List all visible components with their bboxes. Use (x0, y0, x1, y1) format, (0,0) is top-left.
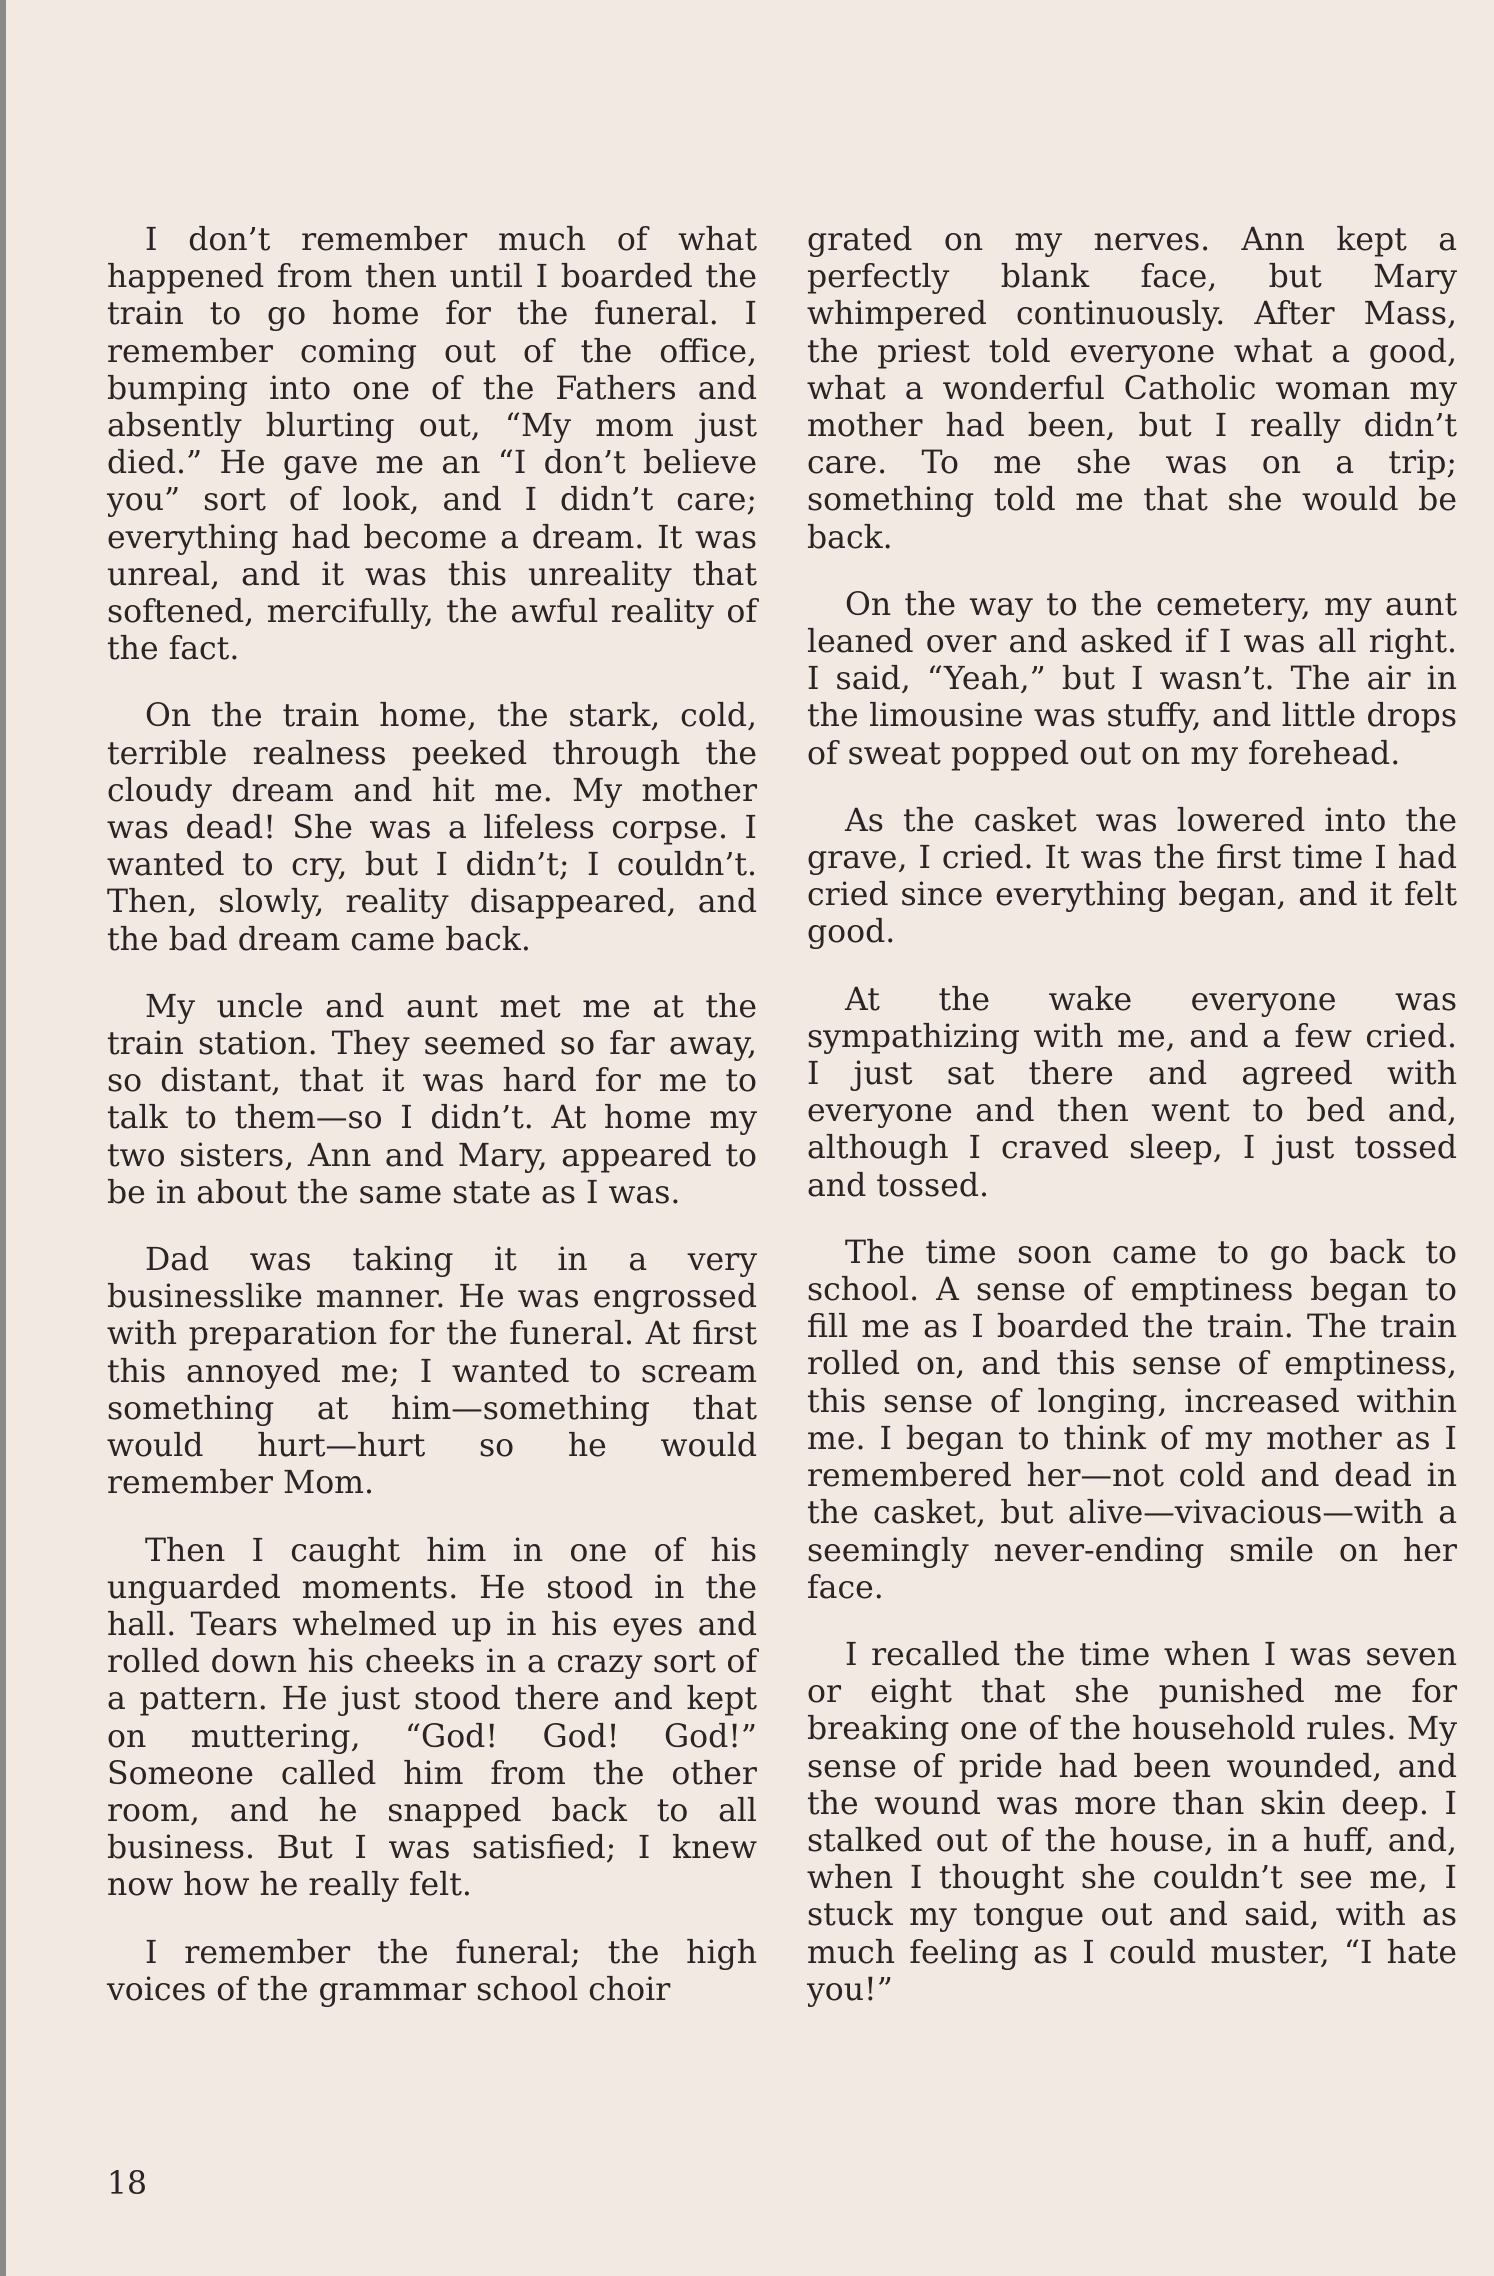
page-number: 18 (107, 2166, 148, 2202)
paragraph: My uncle and aunt met me at the train station. They seemed so far away, so distant, that it was hard for me to talk to them—so I didn’t. At home my two sisters, Ann and Mary, appeared to be in about the same state as I was. (107, 988, 757, 1211)
paragraph: Dad was taking it in a very businesslike manner. He was engrossed with preparation for the funeral. At first this annoyed me; I wanted to scream something at him—something that would hurt—hurt so he would remember Mom. (107, 1242, 757, 1502)
paragraph: At the wake everyone was sympathizing with me, and a few cried. I just sat there and agreed with everyone and then went to bed and, although I craved sleep, I just tossed and tossed. (807, 981, 1457, 1204)
right-column (807, 222, 1457, 2039)
left-column (107, 222, 757, 2039)
paragraph: I recalled the time when I was seven or eight that she punished me for breaking one of the household rules. My sense of pride had been wounded, and the wound was more than skin deep. I stalked out of the house, in a huff, and, when I thought she couldn’t see me, I stuck my tongue out and said, with as much feeling as I could muster, “I hate you!” (807, 1636, 1457, 2008)
paragraph: On the way to the cemetery, my aunt leaned over and asked if I was all right. I said, “Yeah,” but I wasn’t. The air in the limousine was stuffy, and little drops of sweat popped out on my forehead. (807, 586, 1457, 772)
paragraph: The time soon came to go back to school. A sense of emptiness began to fill me as I boarded the train. The train rolled on, and this sense of emptiness, this sense of longing, increased within me. I began to think of my mother as I remembered her—not cold and dead in the casket, but alive—vivacious—with a seemingly never-ending smile on her face. (807, 1234, 1457, 1606)
paragraph-continued: grated on my nerves. Ann kept a perfectly blank face, but Mary whimpered continuously. After Mass, the priest told everyone what a good, what a wonderful Catholic woman my mother had been, but I really didn’t care. To me she was on a trip; something told me that she would be back. (807, 222, 1457, 556)
paragraph: On the train home, the stark, cold, terrible realness peeked through the cloudy dream and hit me. My mother was dead! She was a lifeless corpse. I wanted to cry, but I didn’t; I couldn’t. Then, slowly, reality disappeared, and the bad dream came back. (107, 698, 757, 958)
page-edge (0, 0, 6, 2276)
paragraph: As the casket was lowered into the grave, I cried. It was the first time I had cried since everything began, and it felt good. (807, 802, 1457, 951)
paragraph: Then I caught him in one of his unguarded moments. He stood in the hall. Tears whelmed up in his eyes and rolled down his cheeks in a crazy sort of a pattern. He just stood there and kept on muttering, “God! God! God!” Someone called him from the other room, and he snapped back to all business. But I was satisfied; I knew now how he really felt. (107, 1532, 757, 1904)
paragraph: I don’t remember much of what happened from then until I boarded the train to go home for the funeral. I remember coming out of the office, bumping into one of the Fathers and absently blurting out, “My mom just died.” He gave me an “I don’t believe you” sort of look, and I didn’t care; everything had become a dream. It was unreal, and it was this unreality that softened, mercifully, the awful reality of the fact. (107, 222, 757, 668)
paragraph: I remember the funeral; the high voices of the grammar school choir (107, 1934, 757, 2008)
